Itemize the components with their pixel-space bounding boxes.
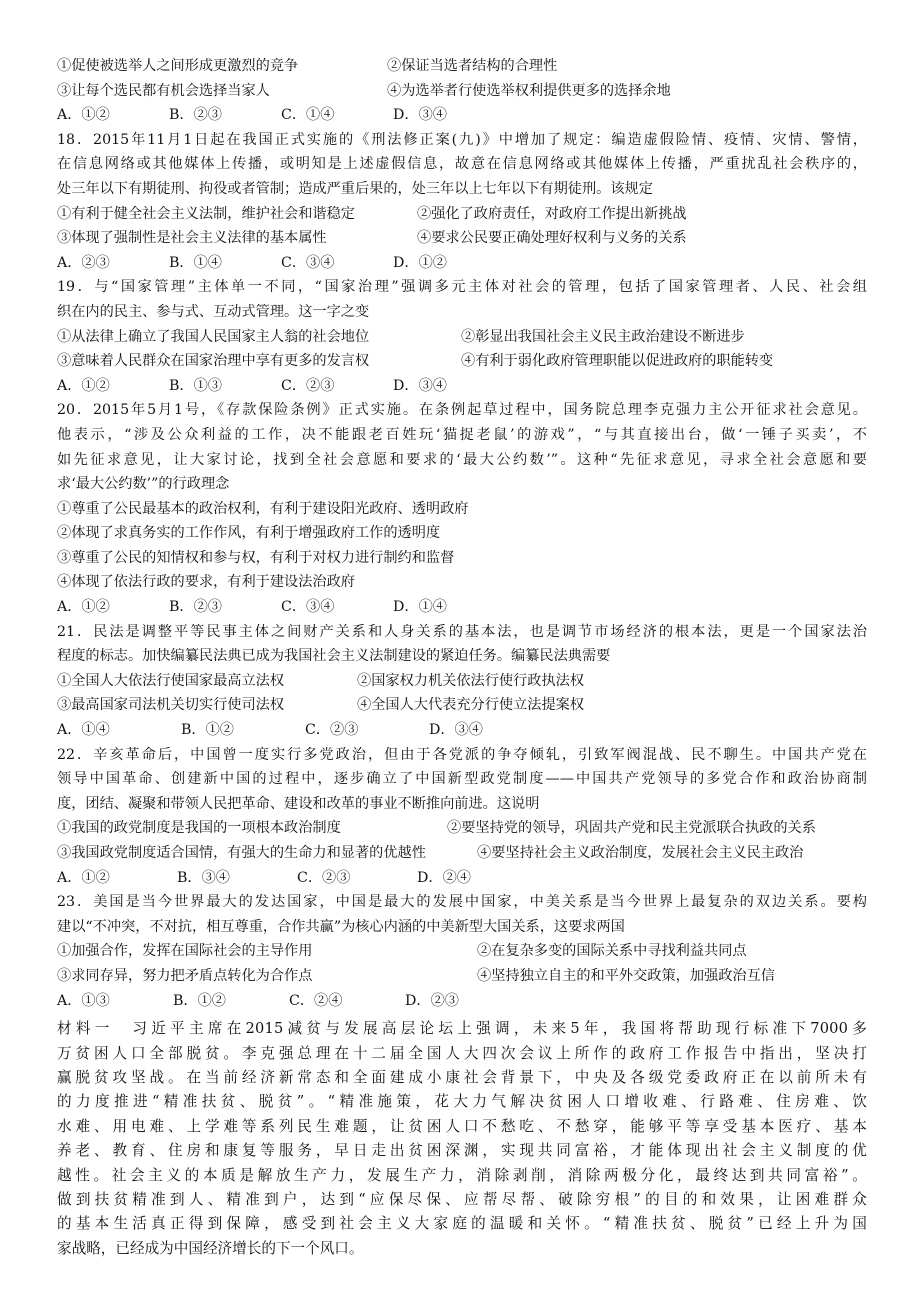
q23-stem-line-1: 23．美国是当今世界最大的发达国家，中国是最大的发展中国家，中美关系是当今世界上最复杂的双边关系。要构 bbox=[57, 894, 867, 911]
q18-option-2: ②强化了政府责任，对政府工作提出新挑战 bbox=[417, 205, 687, 222]
material-one bbox=[57, 1017, 867, 1261]
q18-option-1: ①有利于健全社会主义法制，维护社会和谐稳定 bbox=[57, 205, 355, 222]
q18-choice-b: B．①④ bbox=[169, 254, 222, 271]
q20-option-2: ②体现了求真务实的工作作风，有利于增强政府工作的透明度 bbox=[57, 525, 441, 542]
q20-answer-choices bbox=[57, 595, 867, 620]
material-line-8: 做到扶贫精准到人、精准到户，达到“应保尽保、应帮尽帮、破除穷根”的目的和效果，让困难群众 bbox=[57, 1191, 867, 1208]
q21-stem-line-1: 21．民法是调整平等民事主体之间财产关系和人身关系的基本法，也是调节市场经济的根本法，更是一个国家法治 bbox=[57, 623, 867, 640]
material-line-3: 赢脱贫攻坚战。在当前经济新常态和全面建成小康社会背景下，中央及各级党委政府正在以前所未有 bbox=[57, 1068, 867, 1086]
q23-options-row-2 bbox=[57, 964, 867, 989]
q17-options-row-2 bbox=[57, 79, 867, 104]
q19-answer-choices bbox=[57, 374, 867, 399]
q21-option-1: ①全国人大依法行使国家最高立法权 bbox=[57, 672, 285, 689]
q19-option-2: ②彰显出我国社会主义民主政治建设不断进步 bbox=[461, 328, 745, 345]
q19-choice-b: B．①③ bbox=[169, 377, 222, 394]
q20-stem-line-3: 如先征求意见，让大家讨论，找到全社会意愿和要求的‘最大公约数’”。这种“先征求意见，寻求全社会意愿和要 bbox=[57, 451, 867, 468]
q21-options-row-2 bbox=[57, 693, 867, 718]
q21-option-3: ③最高国家司法机关切实行使司法权 bbox=[57, 697, 285, 714]
q21-option-4: ④全国人大代表充分行使立法提案权 bbox=[357, 697, 585, 714]
q22-choice-c: C．②③ bbox=[297, 869, 351, 886]
q18-stem-line-1: 18．2015年11月1日起在我国正式实施的《刑法修正案(九)》中增加了规定：编造虚假险情、疫情、灾情、警情， bbox=[57, 131, 867, 148]
q21-choice-c: C．②③ bbox=[305, 722, 359, 739]
material-line-4: 的力度推进“精准扶贫、脱贫”。“精准施策，花大力气解决贫困人口增收难、行路难、住房难、饮 bbox=[57, 1093, 867, 1111]
material-line-1: 材料一 习近平主席在2015减贫与发展高层论坛上强调，未来5年，我国将帮助现行标准下7000多 bbox=[57, 1020, 867, 1038]
q20-option-1: ①尊重了公民最基本的政治权利，有利于建设阳光政府、透明政府 bbox=[57, 500, 469, 517]
q18-option-3: ③体现了强制性是社会主义法律的基本属性 bbox=[57, 230, 327, 247]
q17-answer-choices bbox=[57, 103, 867, 128]
q23-stem-line-2: 建以“不冲突，不对抗，相互尊重，合作共赢”为核心内涵的中美新型大国关系，这要求两国 bbox=[57, 918, 625, 935]
q19-choice-c: C．②③ bbox=[281, 377, 335, 394]
q22-option-3: ③我国政党制度适合国情，有强大的生命力和显著的优越性 bbox=[57, 845, 426, 861]
q23-option-4: ④坚持独立自主的和平外交政策，加强政治互信 bbox=[477, 967, 775, 984]
q17-option-4: ④为选举者行使选举权利提供更多的选择余地 bbox=[387, 82, 671, 99]
q18-options-row-2 bbox=[57, 226, 867, 251]
q21-options-row-1 bbox=[57, 669, 867, 694]
q19-option-1: ①从法律上确立了我国人民国家主人翁的社会地位 bbox=[57, 328, 370, 345]
q18-answer-choices bbox=[57, 251, 867, 276]
q20-choice-c: C．③④ bbox=[281, 599, 335, 616]
q18-choice-c: C．③④ bbox=[281, 254, 335, 271]
material-line-9: 的基本生活真正得到保障，感受到社会主义大家庭的温暖和关怀。“精准扶贫、脱贫”已经上升为国 bbox=[57, 1215, 867, 1233]
q17-option-2: ②保证当选者结构的合理性 bbox=[387, 58, 558, 74]
q23-choice-c: C．②④ bbox=[289, 992, 343, 1009]
q22-answer-choices bbox=[57, 866, 867, 891]
q23-option-3: ③求同存异，努力把矛盾点转化为合作点 bbox=[57, 967, 313, 984]
q20-stem-line-1: 20．2015年5月1号，《存款保险条例》正式实施。在条例起草过程中，国务院总理李克强力主公开征求社会意见。 bbox=[57, 402, 867, 419]
q21-choice-a: A．①④ bbox=[57, 722, 110, 739]
q20-choice-b: B．②③ bbox=[169, 599, 222, 616]
q17-option-3: ③让每个选民都有机会选择当家人 bbox=[57, 82, 270, 99]
q21-option-2: ②国家权力机关依法行使行政执法权 bbox=[357, 672, 585, 689]
q18-stem-line-3: 处三年以下有期徒刑、拘役或者管制；造成严重后果的，处三年以上七年以下有期徒刑。该规定 bbox=[57, 180, 653, 197]
q22-stem-line-1: 22．辛亥革命后，中国曾一度实行多党政治，但由于各党派的争夺倾轧，引致军阀混战、民不聊生。中国共产党在 bbox=[57, 746, 867, 763]
q21-choice-d: D．③④ bbox=[429, 722, 483, 739]
q19-option-3: ③意味着人民群众在国家治理中享有更多的发言权 bbox=[57, 353, 370, 370]
q22-stem-line-2: 领导中国革命、创建新中国的过程中，逐步确立了中国新型政党制度——中国共产党领导的多党合作和政治协商制 bbox=[57, 771, 867, 788]
q21-choice-b: B．①② bbox=[181, 722, 234, 739]
q19-stem-line-2: 织在内的民主、参与式、互动式管理。这一字之变 bbox=[57, 303, 370, 320]
q21-stem-line-2: 程度的标志。加快编纂民法典已成为我国社会主义法制建设的紧迫任务。编纂民法典需要 bbox=[57, 648, 611, 665]
q22-choice-d: D．②④ bbox=[417, 869, 471, 886]
q22-options-row-2 bbox=[57, 841, 867, 866]
q23-answer-choices bbox=[57, 989, 867, 1014]
q23-choice-d: D．②③ bbox=[405, 992, 459, 1009]
q23-choice-b: B．①② bbox=[173, 992, 226, 1009]
q20-choice-d: D．①④ bbox=[393, 599, 447, 616]
q20-option-4: ④体现了依法行政的要求，有利于建设法治政府 bbox=[57, 574, 355, 591]
q23-option-2: ②在复杂多变的国际关系中寻找利益共同点 bbox=[477, 943, 747, 960]
q20-option-3: ③尊重了公民的知情权和参与权，有利于对权力进行制约和监督 bbox=[57, 549, 455, 566]
exam-page bbox=[57, 54, 867, 1261]
q22-option-1: ①我国的政党制度是我国的一项根本政治制度 bbox=[57, 820, 341, 837]
q22-options-row-1 bbox=[57, 816, 867, 841]
q22-choice-b: B．③④ bbox=[177, 869, 230, 886]
q22-stem-line-3: 度，团结、凝聚和带领人民把革命、建设和改革的事业不断推向前进。这说明 bbox=[57, 795, 540, 812]
q19-options-row-2 bbox=[57, 349, 867, 374]
material-line-2: 万贫困人口全部脱贫。李克强总理在十二届全国人大四次会议上所作的政府工作报告中指出，坚决打 bbox=[57, 1044, 867, 1062]
q22-option-2: ②要坚持党的领导，巩固共产党和民主党派联合执政的关系 bbox=[447, 820, 816, 837]
q20-stem-line-4: 求‘最大公约数’”的行政理念 bbox=[57, 476, 230, 493]
q18-option-4: ④要求公民要正确处理好权利与义务的关系 bbox=[417, 230, 687, 247]
q20-choice-a: A．①② bbox=[57, 599, 110, 616]
q17-choice-d: D．③④ bbox=[393, 107, 447, 124]
material-line-5: 水难、用电难、上学难等系列民生难题，让贫困人口不愁吃、不愁穿，能够平等享受基本医疗、基本 bbox=[57, 1117, 867, 1135]
q23-choice-a: A．①③ bbox=[57, 992, 110, 1009]
q23-options-row-1 bbox=[57, 939, 867, 964]
q18-options-row-1 bbox=[57, 202, 867, 227]
material-line-6: 养老、教育、住房和康复等服务，早日走出贫困深渊，实现共同富裕，才能体现出社会主义制度的优 bbox=[57, 1142, 867, 1160]
q18-stem-line-2: 在信息网络或其他媒体上传播，或明知是上述虚假信息，故意在信息网络或其他媒体上传播，严重扰乱社会秩序的， bbox=[57, 156, 867, 173]
q19-options-row-1 bbox=[57, 325, 867, 350]
q19-stem-line-1: 19．与“国家管理”主体单一不同，“国家治理”强调多元主体对社会的管理，包括了国家管理者、人民、社会组 bbox=[57, 279, 867, 296]
q21-answer-choices bbox=[57, 718, 867, 743]
q19-option-4: ④有利于弱化政府管理职能以促进政府的职能转变 bbox=[461, 353, 774, 370]
material-line-10: 家战略，已经成为中国经济增长的下一个风口。 bbox=[57, 1239, 364, 1257]
q17-choice-a: A．①② bbox=[57, 107, 110, 124]
q18-choice-d: D．①② bbox=[393, 254, 447, 271]
material-line-7: 越性。社会主义的本质是解放生产力，发展生产力，消除剥削，消除两极分化，最终达到共同富裕”。 bbox=[57, 1166, 867, 1184]
q18-choice-a: A．②③ bbox=[57, 254, 110, 271]
q19-choice-d: D．③④ bbox=[393, 377, 447, 394]
q17-option-1: ①促使被选举人之间形成更激烈的竞争 bbox=[57, 58, 299, 74]
q22-choice-a: A．①② bbox=[57, 869, 110, 886]
q23-option-1: ①加强合作，发挥在国际社会的主导作用 bbox=[57, 943, 313, 960]
q20-stem-line-2: 他表示，“涉及公众利益的工作，决不能跟老百姓玩‘猫捉老鼠’的游戏”，“与其直接出台，做‘一锤子买卖’，不 bbox=[57, 426, 867, 443]
q17-choice-c: C．①④ bbox=[281, 107, 335, 124]
q22-option-4: ④要坚持社会主义政治制度，发展社会主义民主政治 bbox=[477, 845, 804, 861]
q17-options-row-1 bbox=[57, 54, 867, 79]
q19-choice-a: A．①② bbox=[57, 377, 110, 394]
q17-choice-b: B．②③ bbox=[169, 107, 222, 124]
